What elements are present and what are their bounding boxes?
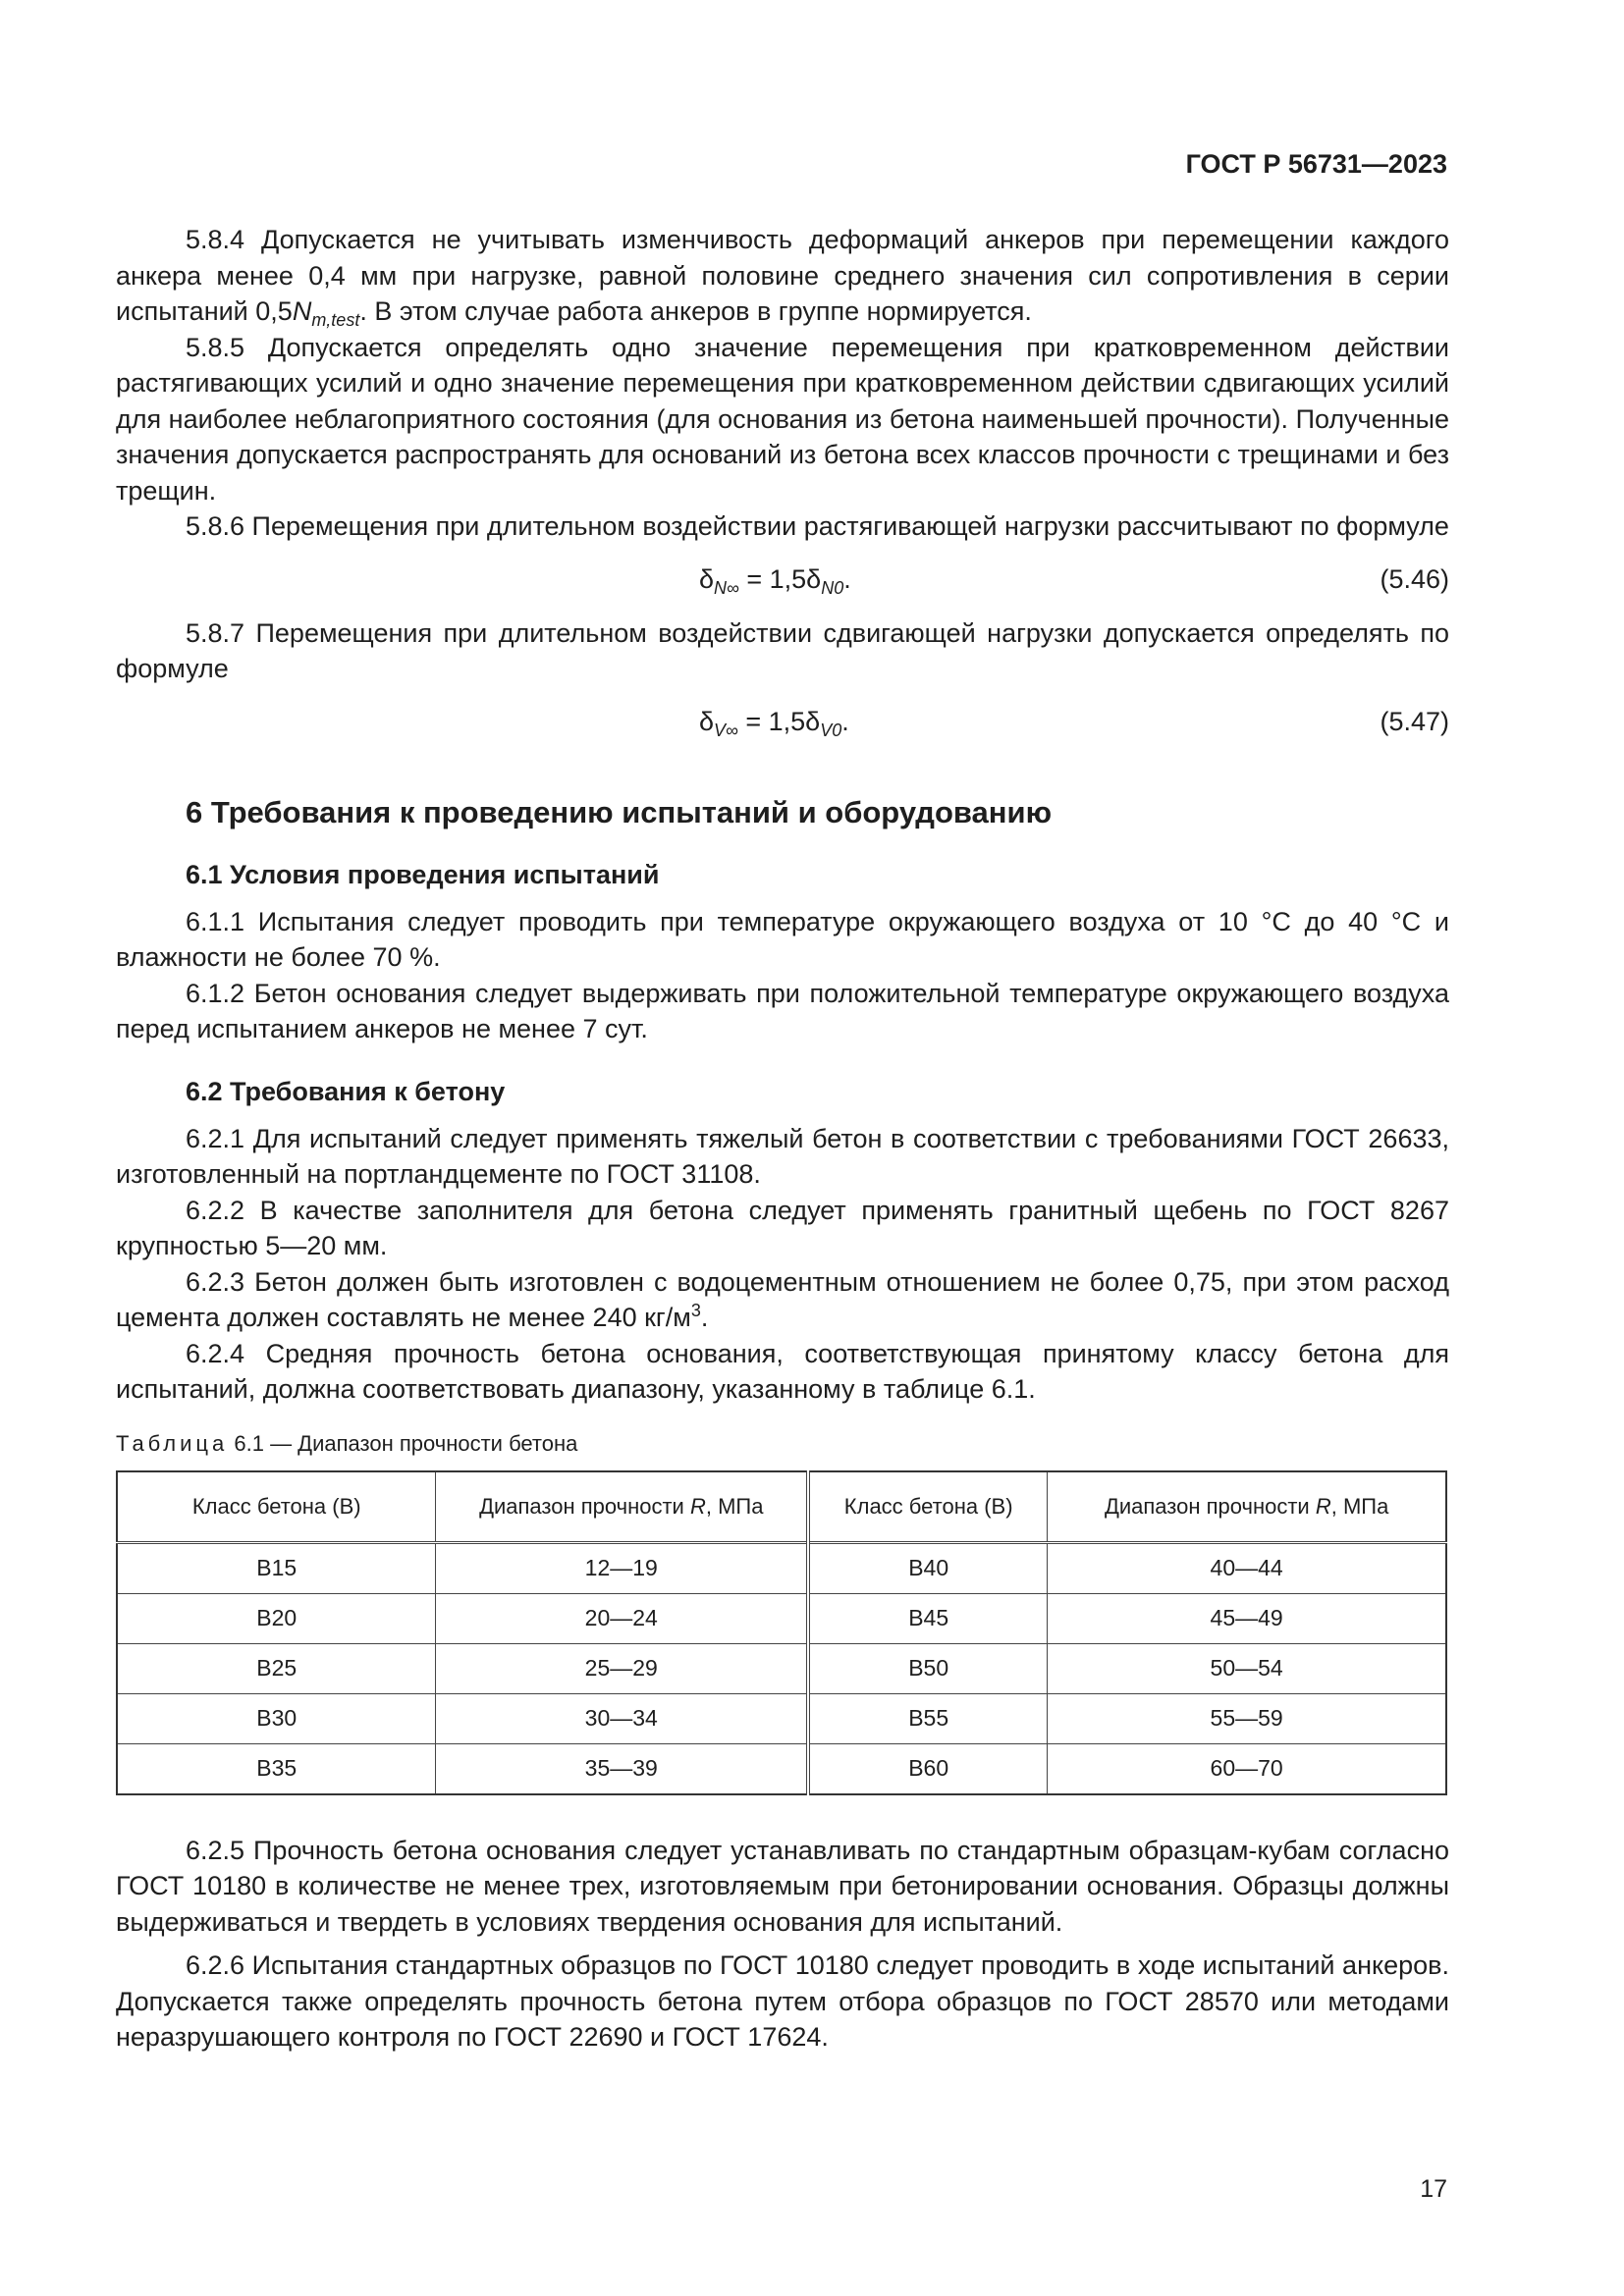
paragraph-5-8-7: 5.8.7 Перемещения при длительном воздействии сдвигающей нагрузки допускается определять по формуле (116, 617, 1449, 683)
table-row: В30 30—34 В55 55—59 (117, 1693, 1446, 1743)
document-header: ГОСТ Р 56731—2023 (1185, 149, 1447, 179)
paragraph-6-2-6: 6.2.6 Испытания стандартных образцов по ГОСТ 10180 следует проводить в ходе испытаний анкеров. Допускается также определять прочность бетона путем отбора образцов по ГОСТ 28570 или методами неразрушающего контроля по ГОСТ 22690 и ГОСТ 17624. (116, 1950, 1449, 2052)
subsection-heading-6-2: 6.2 Требования к бетону (186, 1076, 506, 1106)
formula-5-46: $\delta_{N\infty} = 1,5\delta_{N0}$. (5.46) (699, 563, 1449, 598)
formula-number: (5.47) (1380, 706, 1449, 736)
header-class-1: Класс бетона (В) (117, 1471, 436, 1543)
subscript-m-test: m,test (311, 310, 360, 330)
formula-number: (5.46) (1380, 563, 1449, 594)
table-header-row (117, 1471, 1446, 1543)
document-body (116, 222, 1449, 2056)
header-range-1: Диапазон прочности R, МПа (436, 1471, 808, 1543)
paragraph-6-2-2: 6.2.2 В качестве заполнителя для бетона следует применять гранитный щебень по ГОСТ 8267 крупностью 5—20 мм. (116, 1195, 1449, 1260)
paragraph-5-8-4: 5.8.4 Допускается не учитывать изменчивость деформаций анкеров при перемещении каждого анкера менее 0,4 мм при нагрузке, равной половине среднего значения сил сопротивления в серии испытаний $0,5N_{m,test}$. В этом случае работа анкеров в группе нормируется. (116, 225, 1449, 330)
section-heading-6: 6 Требования к проведению испытаний и оборудованию (186, 794, 1053, 829)
symbol-n: N (292, 296, 312, 326)
table-row: В20 20—24 В45 45—49 (117, 1593, 1446, 1643)
paragraph-5-8-5: 5.8.5 Допускается определять одно значение перемещения при кратковременном действии растягивающих усилий и одно значение перемещения при кратковременном действии сдвигающих усилий для наиболее неблагоприятного состояния (для основания из бетона наименьшей прочности). Полученные значения допускается распространять для оснований из бетона всех классов прочности с трещинами и без трещин. (116, 332, 1449, 506)
paragraph-6-1-1: 6.1.1 Испытания следует проводить при температуре окружающего воздуха от 10 °С до 40 °С и влажности не более 70 %. (116, 906, 1449, 972)
formula-5-47: $\delta_{V\infty} = 1,5\delta_{V0}$. (5.47) (699, 706, 1449, 740)
header-range-2: Диапазон прочности R, МПа (1048, 1471, 1446, 1543)
page-number: 17 (1420, 2175, 1447, 2203)
header-class-2: Класс бетона (В) (808, 1471, 1048, 1543)
table-caption: Таблица 6.1 — Диапазон прочности бетона (116, 1430, 578, 1456)
paragraph-6-1-2: 6.1.2 Бетон основания следует выдерживать при положительной температуре окружающего воздуха перед испытанием анкеров не менее 7 сут. (116, 978, 1449, 1043)
concrete-strength-table (116, 1470, 1447, 1795)
table-row: В25 25—29 В50 50—54 (117, 1643, 1446, 1693)
subsection-heading-6-1: 6.1 Условия проведения испытаний (186, 859, 660, 889)
paragraph-6-2-5: 6.2.5 Прочность бетона основания следует устанавливать по стандартным образцам-кубам согласно ГОСТ 10180 в количестве не менее трех, изготовляемым при бетонировании основания. Образцы должны выдерживаться и твердеть в условиях твердения основания для испытаний. (116, 1835, 1449, 1937)
paragraph-5-8-6: 5.8.6 Перемещения при длительном воздействии растягивающей нагрузки рассчитывают по формуле (186, 511, 1449, 541)
paragraph-6-2-4: 6.2.4 Средняя прочность бетона основания, соответствующая принятому классу бетона для испытаний, должна соответствовать диапазону, указанному в таблице 6.1. (116, 1338, 1449, 1404)
table-row: В35 35—39 В60 60—70 (117, 1743, 1446, 1794)
table-row: В15 12—19 В40 40—44 (117, 1542, 1446, 1593)
paragraph-6-2-3: 6.2.3 Бетон должен быть изготовлен с водоцементным отношением не более 0,75, при этом расход цемента должен составлять не менее 240 $кг/м^3$. (116, 1266, 1449, 1332)
paragraph-6-2-1: 6.2.1 Для испытаний следует применять тяжелый бетон в соответствии с требованиями ГОСТ 26633, изготовленный на портландцементе по ГОСТ 31108. (116, 1123, 1449, 1189)
